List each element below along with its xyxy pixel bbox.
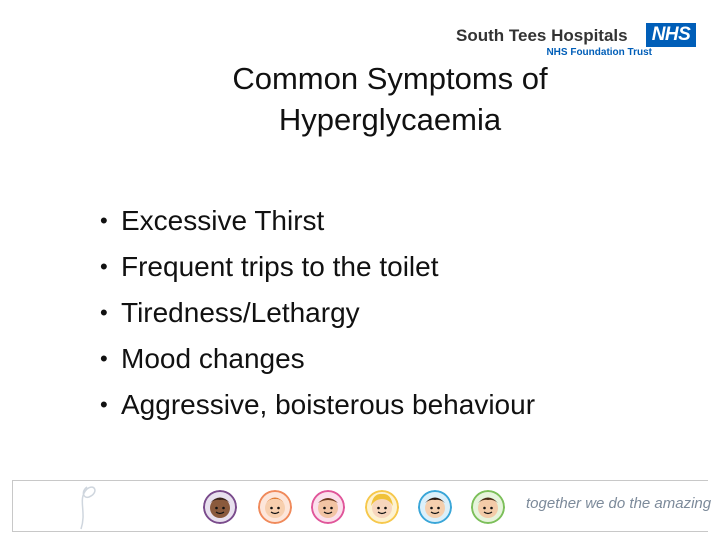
list-item-text: Mood changes <box>121 343 305 374</box>
slide-title <box>180 58 600 140</box>
nhs-badge: NHS <box>646 23 696 47</box>
trust-logo <box>456 20 696 62</box>
child-face-icon <box>471 490 505 524</box>
bullet-icon: • <box>100 346 108 371</box>
footer-banner <box>12 480 712 532</box>
swirl-decoration-icon <box>73 481 133 531</box>
list-item <box>100 198 535 244</box>
list-item-text: Excessive Thirst <box>121 205 325 236</box>
footer-tagline: together we do the amazing <box>526 495 712 512</box>
list-item <box>100 290 535 336</box>
child-face-icon <box>311 490 345 524</box>
bullet-icon: • <box>100 208 108 233</box>
child-face-icon <box>418 490 452 524</box>
symptom-list <box>100 198 535 428</box>
logo-subtitle: NHS Foundation Trust <box>546 47 652 58</box>
slide-title-line-2: Hyperglycaemia <box>278 102 502 137</box>
list-item <box>100 382 535 428</box>
bullet-icon: • <box>100 300 108 325</box>
list-item <box>100 244 535 290</box>
logo-org-name: South Tees Hospitals <box>456 26 628 45</box>
bullet-icon: • <box>100 254 108 279</box>
child-face-icon <box>365 490 399 524</box>
child-face-icon <box>203 490 237 524</box>
list-item <box>100 336 535 382</box>
slide-title-line-1: Common Symptoms of <box>232 61 548 96</box>
list-item-text: Tiredness/Lethargy <box>121 297 360 328</box>
list-item-text: Frequent trips to the toilet <box>121 251 439 282</box>
list-item-text: Aggressive, boisterous behaviour <box>121 389 536 420</box>
bullet-icon: • <box>100 392 108 417</box>
child-face-icon <box>258 490 292 524</box>
